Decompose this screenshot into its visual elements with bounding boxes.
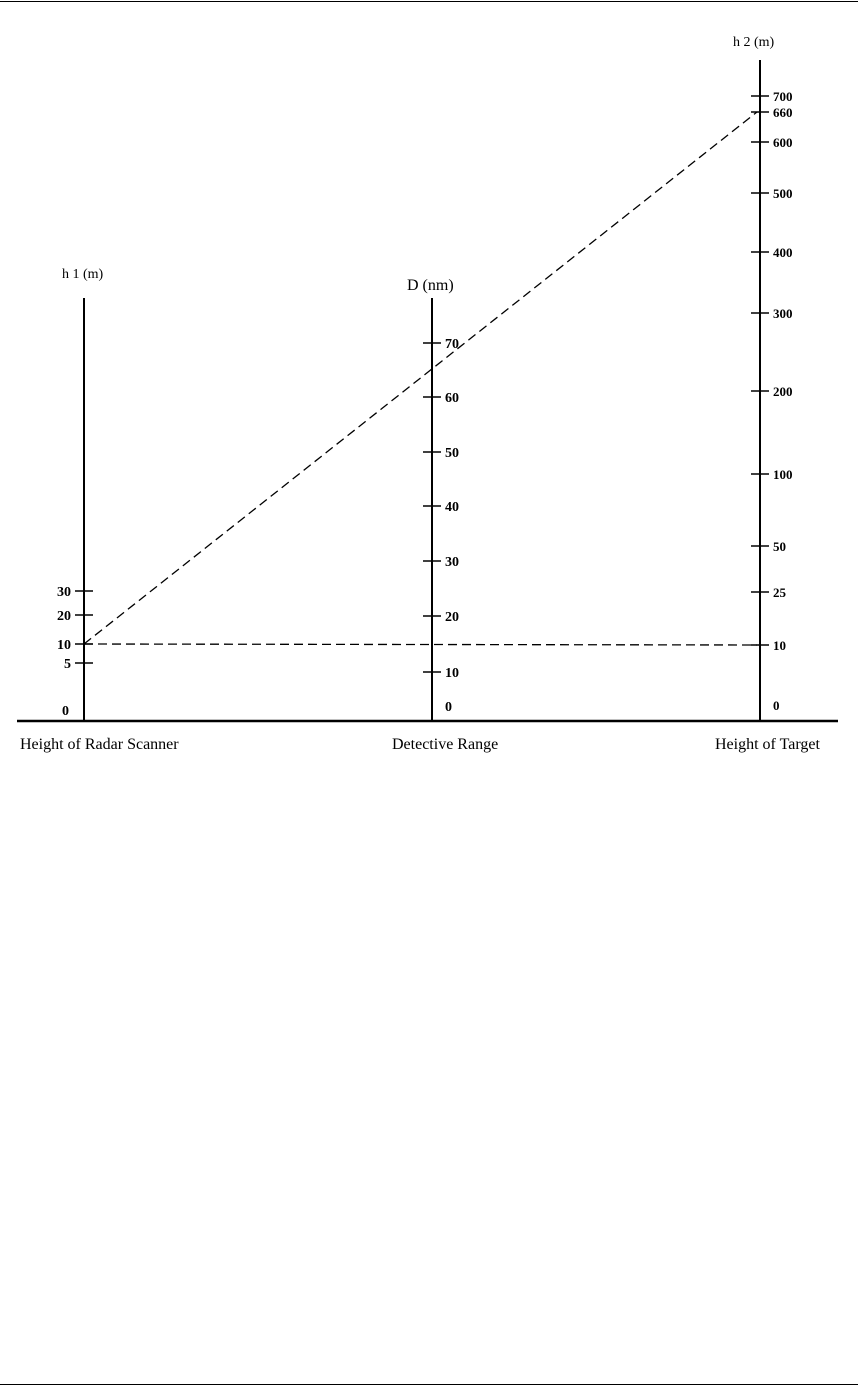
d-axis-title: D (nm) — [407, 277, 454, 294]
h2-axis-bottom-label: Height of Target — [715, 736, 820, 753]
h1-tick-label-0: 0 — [62, 704, 69, 719]
d-tick-label-10: 10 — [445, 666, 459, 681]
h2-tick-label-25: 25 — [773, 585, 786, 600]
h2-tick-label-0: 0 — [773, 698, 780, 713]
h2-tick-label-300: 300 — [773, 306, 793, 321]
h2-tick-label-10: 10 — [773, 638, 786, 653]
d-axis-bottom-label: Detective Range — [392, 736, 499, 753]
h2-tick-label-600: 600 — [773, 135, 793, 150]
example-line-1 — [84, 112, 757, 644]
h1-tick-label-20: 20 — [57, 609, 71, 624]
h2-tick-label-200: 200 — [773, 384, 793, 399]
bottom-rule — [0, 1384, 858, 1385]
h2-tick-label-660: 660 — [773, 105, 793, 120]
d-tick-label-70: 70 — [445, 337, 459, 352]
d-tick-label-50: 50 — [445, 446, 459, 461]
example-lines — [84, 112, 757, 645]
d-tick-label-60: 60 — [445, 391, 459, 406]
d-tick-label-30: 30 — [445, 555, 459, 570]
h1-scale-ticks — [57, 585, 93, 719]
h1-tick-label-5: 5 — [64, 657, 71, 672]
h2-tick-label-400: 400 — [773, 245, 793, 260]
h1-tick-label-30: 30 — [57, 585, 71, 600]
h1-axis-title: h 1 (m) — [62, 267, 104, 282]
h1-axis-bottom-label: Height of Radar Scanner — [20, 736, 179, 753]
d-tick-label-20: 20 — [445, 610, 459, 625]
h2-tick-label-500: 500 — [773, 186, 793, 201]
h2-tick-label-100: 100 — [773, 467, 793, 482]
d-tick-label-40: 40 — [445, 500, 459, 515]
h2-tick-label-700: 700 — [773, 89, 793, 104]
h2-axis-title: h 2 (m) — [733, 35, 775, 50]
h2-scale-ticks — [751, 89, 793, 713]
d-tick-label-0: 0 — [445, 700, 452, 715]
h2-tick-label-50: 50 — [773, 539, 786, 554]
d-scale-ticks — [423, 337, 459, 715]
example-line-2 — [84, 644, 757, 645]
h1-tick-label-10: 10 — [57, 638, 71, 653]
